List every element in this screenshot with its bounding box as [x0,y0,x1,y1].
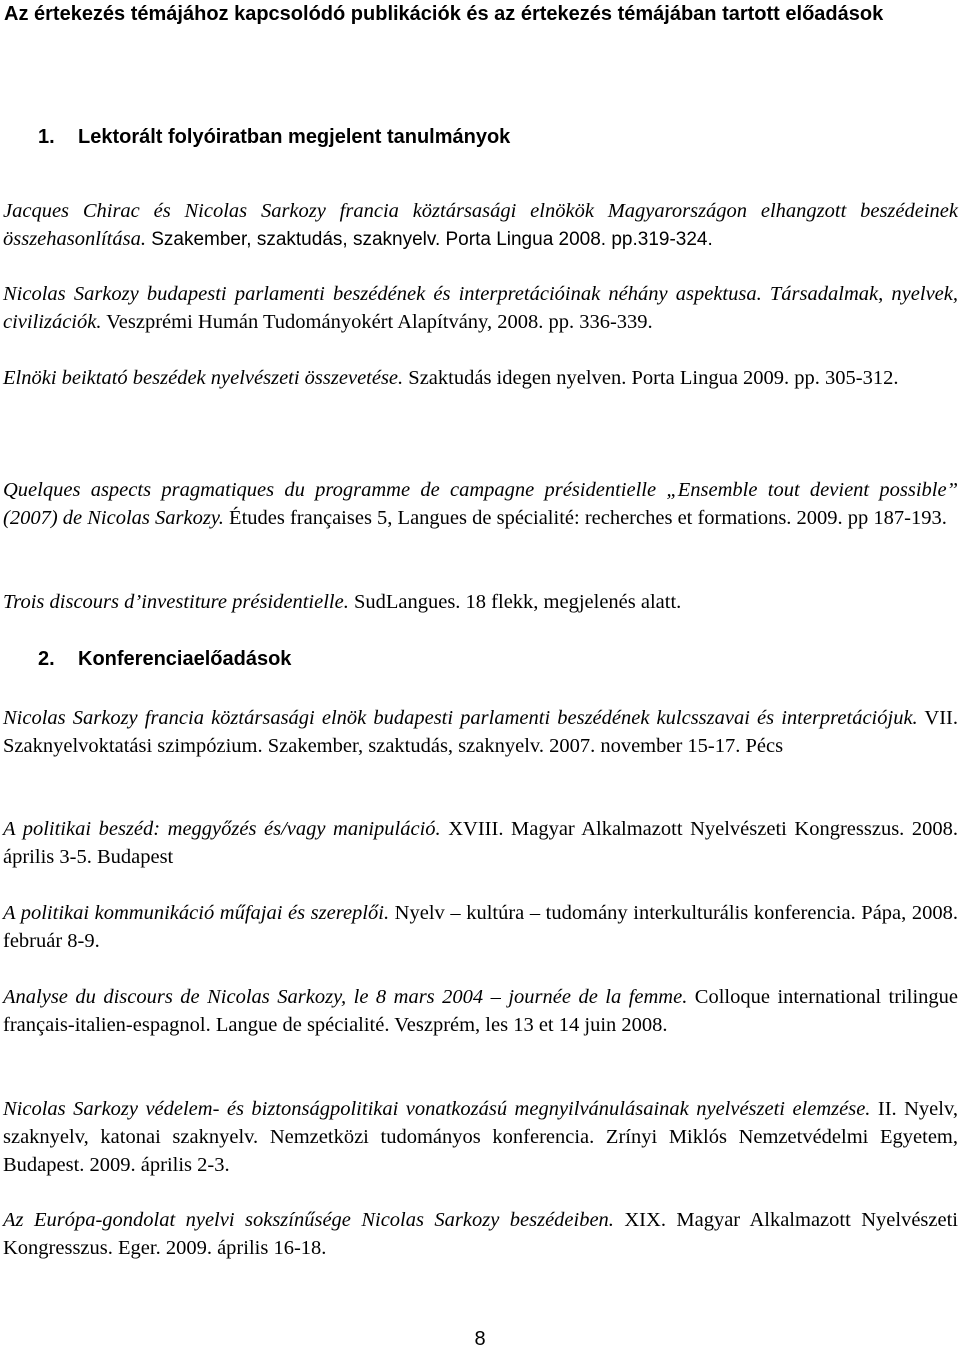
section-title: Konferenciaelőadások [78,648,292,670]
page-number: 8 [474,1328,486,1350]
publication-details: Veszprémi Humán Tudományokért Alapítvány, 2008. pp. 336-339. [101,311,653,333]
publication-entry [3,476,958,532]
conference-details: II. Nyelv, szaknyelv, katonai szaknyelv. Nemzetközi tudományos konferencia. Zrínyi Miklós Nemzetvédelmi Egyetem, Budapest. 2009. április 2-3. [3,1098,959,1176]
section-title: Lektorált folyóiratban megjelent tanulmányok [78,126,511,148]
publication-title: Jacques Chirac és Nicolas Sarkozy francia köztársasági elnökök Magyarországon elhangzott beszédeinek összehasonlítása. [3,200,958,250]
section-heading-publications [38,124,510,150]
publication-details: Études françaises 5, Langues de spécialité: recherches et formations. 2009. pp 187-193. [223,507,947,529]
conference-entry [3,1095,958,1179]
conference-details: Colloque international trilingue français-italien-espagnol. Langue de spécialité. Veszprém, les 13 et 14 juin 2008. [3,986,958,1036]
publication-details: Szakember, szaktudás, szaknyelv. Porta Lingua 2008. pp.319-324. [145,229,713,250]
conference-entry [3,704,958,760]
section-number: 1. [38,126,55,148]
conference-title: Nicolas Sarkozy védelem- és biztonságpolitikai vonatkozású megnyilvánulásainak nyelvészeti elemzése. [3,1098,871,1120]
page-title: Az értekezés témájához kapcsolódó publikációk és az értekezés témájában tartott előadások [4,3,884,25]
publication-entry [3,588,958,616]
publication-title: Quelques aspects pragmatiques du programme de campagne présidentielle „Ensemble tout devient possible” (2007) de Nicolas Sarkozy. [3,479,958,529]
publication-title: Nicolas Sarkozy budapesti parlamenti beszédének és interpretációinak néhány aspektusa. Társadalmak, nyelvek, civilizációk. [3,283,958,333]
conference-title: A politikai beszéd: meggyőzés és/vagy manipuláció. [3,818,441,840]
publication-title: Trois discours d’investiture présidentielle. [3,591,349,613]
conference-title: Analyse du discours de Nicolas Sarkozy, le 8 mars 2004 – journée de la femme. [3,986,688,1008]
conference-title: Az Európa-gondolat nyelvi sokszínűsége Nicolas Sarkozy beszédeiben. [3,1209,614,1231]
conference-details: VII. Szaknyelvoktatási szimpózium. Szakember, szaktudás, szaknyelv. 2007. november 15-17. Pécs [3,707,958,757]
conference-entry [3,983,958,1039]
conference-details: Nyelv – kultúra – tudomány interkulturális konferencia. Pápa, 2008. február 8-9. [3,902,958,952]
publication-details: Szaktudás idegen nyelven. Porta Lingua 2009. pp. 305-312. [403,367,899,389]
conference-entry [3,899,958,955]
publication-entry [3,364,958,392]
publication-title: Elnöki beiktató beszédek nyelvészeti összevetése. [3,367,404,389]
section-number: 2. [38,648,55,670]
publication-entry [3,280,958,336]
conference-title: Nicolas Sarkozy francia köztársasági elnök budapesti parlamenti beszédének kulcsszavai és interpretációjuk. [3,707,918,729]
conference-entry [3,1206,958,1262]
section-heading-conferences [38,646,291,672]
conference-details: XVIII. Magyar Alkalmazott Nyelvészeti Kongresszus. 2008. április 3-5. Budapest [3,818,958,868]
conference-entry [3,815,958,871]
conference-title: A politikai kommunikáció műfajai és szereplői. [3,902,390,924]
publication-entry [3,197,958,254]
conference-details: XIX. Magyar Alkalmazott Nyelvészeti Kongresszus. Eger. 2009. április 16-18. [3,1209,958,1259]
publication-details: SudLangues. 18 flekk, megjelenés alatt. [348,591,682,613]
